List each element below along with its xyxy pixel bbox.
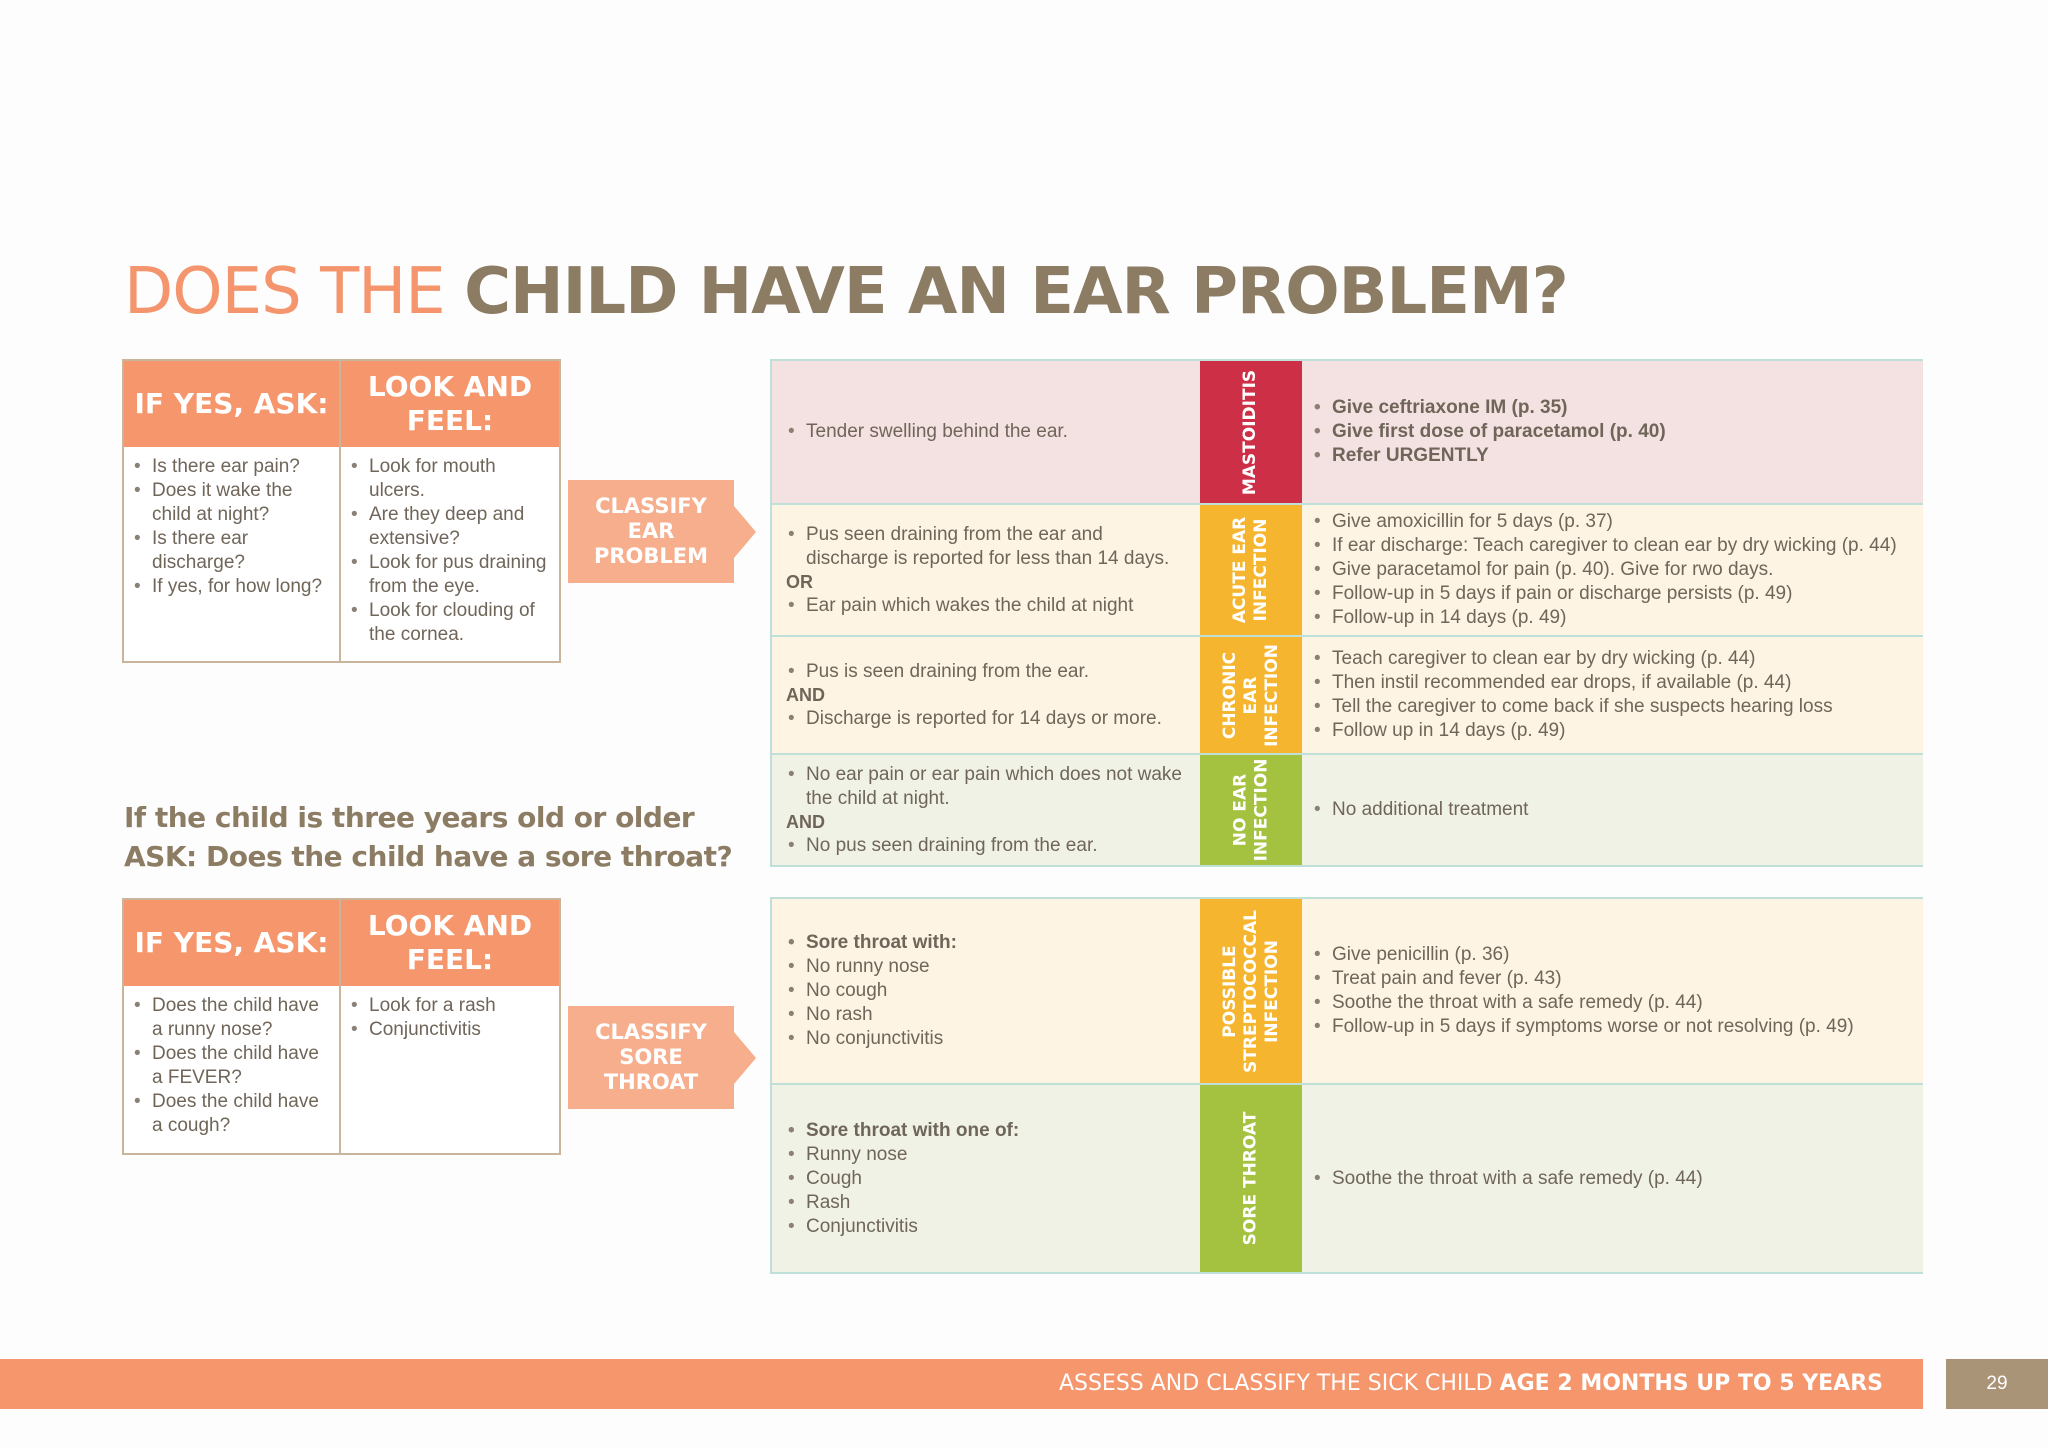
classification-line: INFECTION xyxy=(1261,939,1282,1043)
list-item: • Is there ear pain? xyxy=(132,455,333,479)
classification-cell xyxy=(1200,899,1302,1083)
list-item: • No conjunctivitis xyxy=(786,1027,1190,1051)
list-item: • Is there ear discharge? xyxy=(132,527,333,575)
look-column xyxy=(341,447,559,661)
classification-line: EAR xyxy=(1240,676,1261,714)
signs-list xyxy=(786,955,1190,1051)
list-item: • Tender swelling behind the ear. xyxy=(786,420,1190,444)
title-light: DOES THE xyxy=(124,255,445,329)
list-item: • Soothe the throat with a safe remedy (p. 44) xyxy=(1312,991,1911,1015)
treatment-list xyxy=(1312,943,1911,1039)
signs-cell xyxy=(770,637,1200,753)
classification-cell xyxy=(1200,505,1302,635)
list-item: • Treat pain and fever (p. 43) xyxy=(1312,967,1911,991)
list-item: • No ear pain or ear pain which does not wake the child at night. xyxy=(786,763,1190,811)
row-acute-ear-infection xyxy=(770,503,1923,635)
row-strep-infection xyxy=(770,897,1923,1083)
classification-line: INFECTION xyxy=(1261,643,1282,747)
signs-list xyxy=(786,763,1190,811)
ask-column xyxy=(124,447,339,661)
treatment-cell xyxy=(1302,755,1923,865)
list-item: • Give penicillin (p. 36) xyxy=(1312,943,1911,967)
classify-ear-label: CLASSIFY EAR PROBLEM xyxy=(593,494,709,568)
list-item: • Teach caregiver to clean ear by dry wicking (p. 44) xyxy=(1312,647,1911,671)
list-item: • Look for mouth ulcers. xyxy=(349,455,553,503)
ask-column xyxy=(124,986,339,1153)
list-item: • No runny nose xyxy=(786,955,1190,979)
treatment-cell xyxy=(1302,1085,1923,1272)
treatment-list xyxy=(1312,798,1911,822)
signs-list xyxy=(786,660,1190,684)
list-item: • Runny nose xyxy=(786,1143,1190,1167)
sore-throat-question xyxy=(124,798,732,876)
footer-bold-text: AGE 2 MONTHS UP TO 5 YEARS xyxy=(1499,1371,1883,1396)
signs-list xyxy=(786,1143,1190,1239)
classification-label: MASTOIDITIS xyxy=(1240,369,1261,495)
signs-cell xyxy=(770,899,1200,1083)
look-list xyxy=(349,994,553,1042)
signs-list-2 xyxy=(786,834,1190,858)
title-bold: CHILD HAVE AN EAR PROBLEM? xyxy=(464,255,1568,329)
classification-line: CHRONIC xyxy=(1219,651,1240,739)
classification-label xyxy=(1220,910,1283,1073)
treatment-list xyxy=(1312,510,1911,630)
classification-cell xyxy=(1200,637,1302,753)
classification-cell xyxy=(1200,1085,1302,1272)
sore-throat-line-1: If the child is three years old or older xyxy=(124,801,695,834)
list-item: • Ear pain which wakes the child at night xyxy=(786,594,1190,618)
classify-throat-label: CLASSIFY SORE THROAT xyxy=(595,1020,707,1094)
list-item: • No cough xyxy=(786,979,1190,1003)
list-item: • Look for a rash xyxy=(349,994,553,1018)
signs-list xyxy=(786,523,1190,571)
list-item: • Follow-up in 5 days if symptoms worse or not resolving (p. 49) xyxy=(1312,1015,1911,1039)
classify-ear-arrow xyxy=(568,480,734,583)
signs-cell xyxy=(770,755,1200,865)
signs-heading: • Sore throat with one of: xyxy=(786,1119,1190,1143)
list-item: • Does the child have a runny nose? xyxy=(132,994,333,1042)
treatment-cell xyxy=(1302,361,1923,503)
classification-line: ACUTE EAR xyxy=(1230,516,1250,624)
row-chronic-ear-infection xyxy=(770,635,1923,753)
list-item: • Cough xyxy=(786,1167,1190,1191)
classification-line: POSSIBLE xyxy=(1219,944,1240,1038)
list-item: • Does the child have a FEVER? xyxy=(132,1042,333,1090)
classification-label xyxy=(1230,517,1272,623)
list-item: • Soothe the throat with a safe remedy (p. 44) xyxy=(1312,1167,1911,1191)
list-item: • Conjunctivitis xyxy=(786,1215,1190,1239)
look-header: LOOK AND FEEL: xyxy=(341,900,559,986)
list-item: • Tell the caregiver to come back if she suspects hearing loss xyxy=(1312,695,1911,719)
look-list xyxy=(349,455,553,647)
list-item: • Refer URGENTLY xyxy=(1312,444,1911,468)
list-item: • No rash xyxy=(786,1003,1190,1027)
and-joiner: AND xyxy=(786,811,825,832)
list-item: • Look for clouding of the cornea. xyxy=(349,599,553,647)
footer-text: ASSESS AND CLASSIFY THE SICK CHILD xyxy=(1058,1371,1493,1396)
treatment-list xyxy=(1312,647,1911,743)
signs-cell xyxy=(770,505,1200,635)
list-item: • Are they deep and extensive? xyxy=(349,503,553,551)
sore-throat-line-2: ASK: Does the child have a sore throat? xyxy=(124,840,733,873)
and-joiner: AND xyxy=(786,684,825,705)
signs-cell xyxy=(770,361,1200,503)
list-item: • Follow-up in 5 days if pain or discharge persists (p. 49) xyxy=(1312,582,1911,606)
list-item: • Conjunctivitis xyxy=(349,1018,553,1042)
page-title xyxy=(124,256,1568,328)
signs-list-2 xyxy=(786,594,1190,618)
list-item: • Give first dose of paracetamol (p. 40) xyxy=(1312,420,1911,444)
list-item: • Discharge is reported for 14 days or more. xyxy=(786,707,1190,731)
signs-heading: • Sore throat with: xyxy=(786,931,1190,955)
list-item: • No additional treatment xyxy=(1312,798,1911,822)
classification-label xyxy=(1220,644,1283,747)
treatment-cell xyxy=(1302,505,1923,635)
classification-label xyxy=(1230,759,1272,862)
classification-cell xyxy=(1200,361,1302,503)
or-joiner: OR xyxy=(786,571,813,592)
ask-header: IF YES, ASK: xyxy=(124,361,339,447)
list-item: • Follow up in 14 days (p. 49) xyxy=(1312,719,1911,743)
list-item: • If yes, for how long? xyxy=(132,575,333,599)
footer-bar xyxy=(0,1359,1923,1409)
ask-header: IF YES, ASK: xyxy=(124,900,339,986)
signs-list-2 xyxy=(786,707,1190,731)
list-item: • Pus is seen draining from the ear. xyxy=(786,660,1190,684)
list-item: • Rash xyxy=(786,1191,1190,1215)
list-item: • Pus seen draining from the ear and discharge is reported for less than 14 days. xyxy=(786,523,1190,571)
list-item: • Does the child have a cough? xyxy=(132,1090,333,1138)
throat-question-box xyxy=(122,898,561,1155)
signs-heading-list xyxy=(786,1119,1190,1143)
classification-line: INFECTION xyxy=(1251,758,1272,862)
treatment-cell xyxy=(1302,899,1923,1083)
list-item: • Does it wake the child at night? xyxy=(132,479,333,527)
look-header: LOOK AND FEEL: xyxy=(341,361,559,447)
row-mastoiditis xyxy=(770,359,1923,503)
list-item: • Look for pus draining from the eye. xyxy=(349,551,553,599)
treatment-cell xyxy=(1302,637,1923,753)
signs-list xyxy=(786,420,1190,444)
row-sore-throat xyxy=(770,1083,1923,1274)
row-no-ear-infection xyxy=(770,753,1923,867)
signs-heading-list xyxy=(786,931,1190,955)
classification-line: STREPTOCOCCAL xyxy=(1240,909,1261,1073)
ear-question-box xyxy=(122,359,561,663)
ask-list xyxy=(132,994,333,1138)
list-item: • Give amoxicillin for 5 days (p. 37) xyxy=(1312,510,1911,534)
list-item: • Give ceftriaxone IM (p. 35) xyxy=(1312,396,1911,420)
signs-cell xyxy=(770,1085,1200,1272)
classification-label: SORE THROAT xyxy=(1240,1111,1261,1246)
treatment-list xyxy=(1312,396,1911,468)
look-column xyxy=(341,986,559,1153)
list-item: • If ear discharge: Teach caregiver to clean ear by dry wicking (p. 44) xyxy=(1312,534,1911,558)
classification-line: NO EAR xyxy=(1230,773,1251,847)
list-item: • Follow-up in 14 days (p. 49) xyxy=(1312,606,1911,630)
classification-cell xyxy=(1200,755,1302,865)
classify-throat-arrow xyxy=(568,1006,734,1109)
list-item: • Give paracetamol for pain (p. 40). Give for rwo days. xyxy=(1312,558,1911,582)
list-item: • No pus seen draining from the ear. xyxy=(786,834,1190,858)
page-number: 29 xyxy=(1946,1359,2048,1409)
treatment-list xyxy=(1312,1167,1911,1191)
list-item: • Then instil recommended ear drops, if available (p. 44) xyxy=(1312,671,1911,695)
classification-line: INFECTION xyxy=(1251,518,1271,622)
ask-list xyxy=(132,455,333,599)
